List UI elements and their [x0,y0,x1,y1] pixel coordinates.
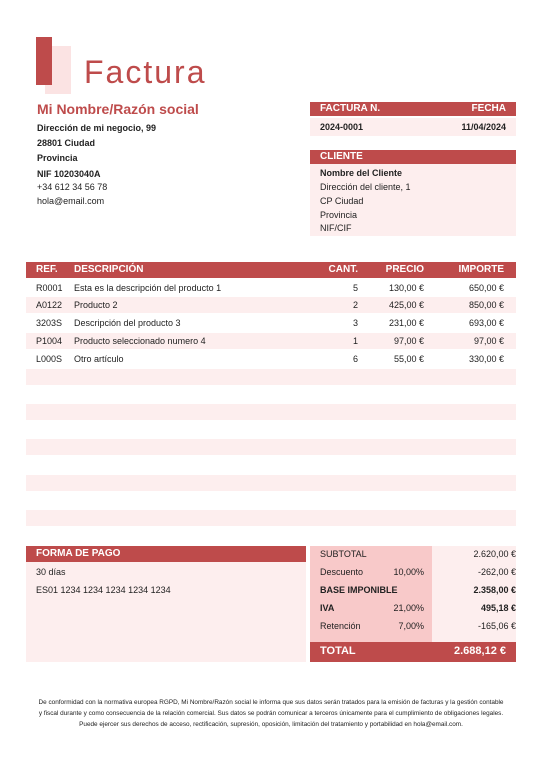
retention-value: -165,06 € [477,621,516,631]
empty-table-row [26,404,516,420]
row-qty: 2 [352,300,358,310]
row-ref: R0001 [36,283,63,293]
row-price: 231,00 € [388,318,424,328]
subtotal-value: 2.620,00 € [473,549,516,559]
col-ref: REF. [36,264,58,275]
base-value: 2.358,00 € [473,585,516,595]
discount-label: Descuento [320,567,364,577]
client-province: Provincia [320,210,358,220]
page-title: Factura [84,54,207,90]
company-phone: +34 612 34 56 78 [37,182,108,192]
col-qty: CANT. [328,264,358,275]
invoice-number: 2024-0001 [320,122,364,132]
footer-line-2: y fiscal durante y como consecuencia de la relación comercial. Sus datos se podrán comunicar a terceros únicamente para el cumplimiento de obligaciones legales. [38,710,504,717]
client-nif: NIF/CIF [320,223,352,233]
row-amount: 693,00 € [468,318,504,328]
row-price: 55,00 € [393,354,424,364]
empty-table-row [26,510,516,526]
invoice-values-row [310,118,516,136]
row-price: 425,00 € [388,300,424,310]
row-amount: 650,00 € [468,283,504,293]
invoice-number-label: FACTURA N. [320,103,381,114]
footer-line-1: De conformidad con la normativa europea RGPD, Mi Nombre/Razón social le informa que sus datos serán tratados para la emisión de facturas y la gestión contable [38,699,504,706]
payment-iban: ES01 1234 1234 1234 1234 1234 [36,585,171,595]
row-qty: 3 [352,318,358,328]
table-row [26,315,516,331]
row-price: 130,00 € [388,283,424,293]
total-value: 2.688,12 € [454,645,506,657]
row-ref: 3203S [36,318,63,328]
row-ref: P1004 [36,336,63,346]
retention-label: Retención [320,621,361,631]
base-label: BASE IMPONIBLE [320,585,398,595]
empty-table-row [26,475,516,491]
iva-value: 495,18 € [480,603,516,613]
row-description: Producto 2 [74,300,118,310]
row-amount: 330,00 € [468,354,504,364]
client-label: CLIENTE [320,151,363,162]
row-qty: 6 [352,354,358,364]
company-address: Dirección de mi negocio, 99 [37,123,157,133]
row-amount: 850,00 € [468,300,504,310]
total-bar [310,642,516,662]
invoice-date-label: FECHA [471,103,506,114]
client-box [310,164,516,236]
row-ref: L000S [36,354,63,364]
payment-box [26,562,306,662]
items-table-header [26,262,516,278]
logo-block-dark [36,37,52,85]
client-address: Dirección del cliente, 1 [320,182,411,192]
row-description: Otro artículo [74,354,124,364]
retention-percent: 7,00% [398,621,424,631]
col-amount: IMPORTE [458,264,504,275]
empty-table-row [26,439,516,455]
payment-terms: 30 días [36,567,66,577]
client-header-bar [310,150,516,164]
footer-line-3: Puede ejercer sus derechos de acceso, rectificación, supresión, oposición, limitación del tratamiento y portabilidad en hola@email.com. [79,721,463,728]
company-province: Provincia [37,153,78,163]
company-name: Mi Nombre/Razón social [37,101,199,117]
row-amount: 97,00 € [473,336,504,346]
company-nif: NIF 10203040A [37,169,101,179]
invoice-header-bar [310,102,516,116]
table-row [26,333,516,349]
row-qty: 1 [352,336,358,346]
payment-label: FORMA DE PAGO [36,548,121,559]
company-city: 28801 Ciudad [37,138,96,148]
legal-footer [26,697,516,730]
total-label: TOTAL [320,645,356,657]
empty-table-row [26,369,516,385]
row-ref: A0122 [36,300,63,310]
row-description: Producto seleccionado numero 4 [74,336,206,346]
client-city: CP Ciudad [320,196,364,206]
row-description: Esta es la descripción del producto 1 [74,283,222,293]
iva-label: IVA [320,603,335,613]
iva-percent: 21,00% [393,603,424,613]
client-name: Nombre del Cliente [320,168,403,178]
col-description: DESCRIPCIÓN [74,264,144,275]
col-price: PRECIO [385,264,424,275]
discount-percent: 10,00% [393,567,424,577]
subtotal-label: SUBTOTAL [320,549,367,559]
discount-value: -262,00 € [477,567,516,577]
invoice-date: 11/04/2024 [461,122,506,132]
company-email: hola@email.com [37,196,105,206]
row-qty: 5 [352,283,358,293]
row-description: Descripción del producto 3 [74,318,181,328]
table-row [26,280,516,296]
table-row [26,297,516,313]
row-price: 97,00 € [393,336,424,346]
payment-header-bar [26,546,306,562]
table-row [26,351,516,367]
